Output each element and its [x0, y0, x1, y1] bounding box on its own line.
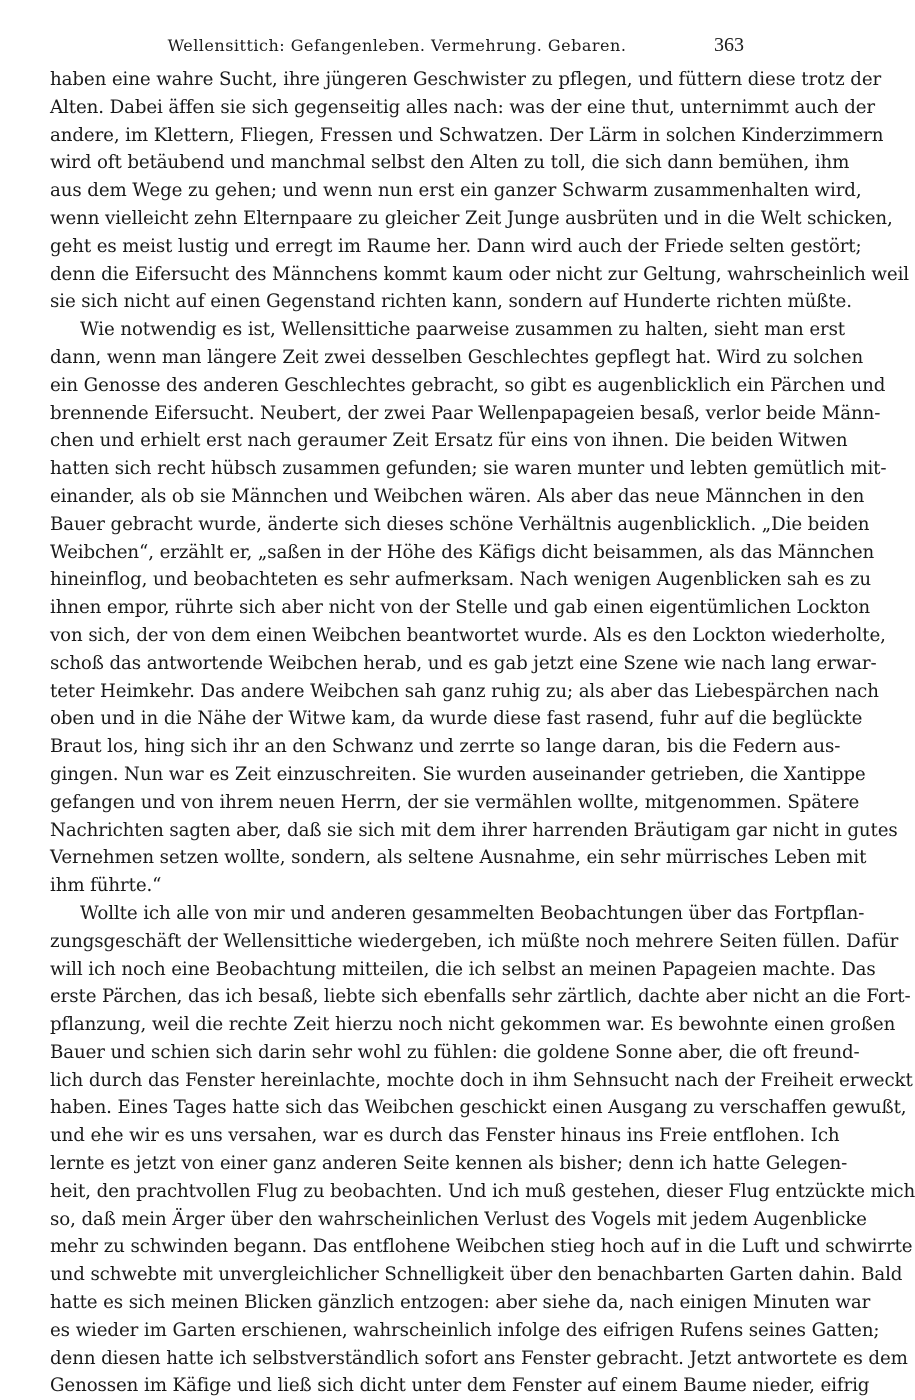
- text-line: gingen. Nun war es Zeit einzuschreiten. Sie wurden auseinander getrieben, die Xantippe: [50, 763, 866, 785]
- body-text: [50, 66, 915, 1400]
- text-line: erste Pärchen, das ich besaß, liebte sich ebenfalls sehr zärtlich, dachte aber nicht an die Fort-: [50, 986, 911, 1008]
- text-line: dann, wenn man längere Zeit zwei desselben Geschlechtes gepflegt hat. Wird zu solchen: [50, 346, 864, 368]
- text-line: Braut los, hing sich ihr an den Schwanz und zerrte so lange daran, bis die Federn aus-: [50, 736, 841, 758]
- text-line: aus dem Wege zu gehen; und wenn nun erst ein ganzer Schwarm zusammenhalten wird,: [50, 180, 862, 202]
- text-line: ihnen empor, rührte sich aber nicht von der Stelle und gab einen eigentümlichen Lockton: [50, 597, 870, 619]
- text-line: lich durch das Fenster hereinlachte, mochte doch in ihm Sehnsucht nach der Freiheit erweckt: [50, 1069, 913, 1091]
- text-line: Wollte ich alle von mir und anderen gesammelten Beobachtungen über das Fortpflan-: [80, 902, 865, 924]
- text-line: Wie notwendig es ist, Wellensittiche paarweise zusammen zu halten, sieht man erst: [80, 319, 846, 341]
- text-line: wenn vielleicht zehn Elternpaare zu gleicher Zeit Junge ausbrüten und in die Welt schicken,: [50, 207, 893, 229]
- running-header: [50, 36, 744, 66]
- text-line: haben eine wahre Sucht, ihre jüngeren Geschwister zu pflegen, und füttern diese trotz der: [50, 69, 882, 90]
- text-line: so, daß mein Ärger über den wahrscheinlichen Verlust des Vogels mit jedem Augenblicke: [50, 1208, 867, 1230]
- text-line: haben. Eines Tages hatte sich das Weibchen geschickt einen Ausgang zu verschaffen gewußt,: [50, 1097, 907, 1119]
- text-line: hineinflog, und beobachteten es sehr aufmerksam. Nach wenigen Augenblicken sah es zu: [50, 569, 871, 591]
- text-line: hatte es sich meinen Blicken gänzlich entzogen: aber siehe da, nach einigen Minuten war: [50, 1292, 871, 1314]
- text-line: und ehe wir es uns versahen, war es durch das Fenster hinaus ins Freie entflohen. Ich: [50, 1125, 840, 1147]
- text-line: Vernehmen setzen wollte, sondern, als seltene Ausnahme, ein sehr mürrisches Leben mit: [50, 847, 867, 869]
- text-line: Genossen im Käfige und ließ sich dicht unter dem Fenster auf einem Baume nieder, eifrig: [50, 1375, 870, 1397]
- text-line: mehr zu schwinden begann. Das entflohene Weibchen stieg hoch auf in die Luft und schwirrte: [50, 1236, 913, 1258]
- text-line: geht es meist lustig und erregt im Raume her. Dann wird auch der Friede selten gestört;: [50, 235, 862, 257]
- text-line: oben und in die Nähe der Witwe kam, da wurde diese fast rasend, fuhr auf die beglückte: [50, 708, 863, 730]
- text-line: ein Genosse des anderen Geschlechtes gebracht, so gibt es augenblicklich ein Pärchen und: [50, 374, 886, 396]
- text-line: sie sich nicht auf einen Gegenstand richten kann, sondern auf Hunderte richten müßte.: [50, 291, 852, 313]
- text-line: schoß das antwortende Weibchen herab, und es gab jetzt eine Szene wie nach lang erwar-: [50, 652, 877, 674]
- text-line: Bauer gebracht wurde, änderte sich dieses schöne Verhältnis augenblicklich. „Die beiden: [50, 513, 870, 535]
- text-line: Nachrichten sagten aber, daß sie sich mit dem ihrer harrenden Bräutigam gar nicht in gutes: [50, 819, 898, 841]
- text-line: zungsgeschäft der Wellensittiche wiedergeben, ich müßte noch mehrere Seiten füllen. Dafür: [50, 930, 899, 952]
- text-line: Alten. Dabei äffen sie sich gegenseitig alles nach: was der eine thut, unternimmt auch der: [50, 96, 876, 118]
- text-line: andere, im Klettern, Fliegen, Fressen und Schwatzen. Der Lärm in solchen Kinderzimmern: [50, 124, 884, 146]
- text-line: gefangen und von ihrem neuen Herrn, der sie vermählen wollte, mitgenommen. Spätere: [50, 791, 860, 813]
- text-line: lernte es jetzt von einer ganz anderen Seite kennen als bisher; denn ich hatte Gelegen-: [50, 1153, 848, 1175]
- page-number: 363: [714, 34, 744, 56]
- text-line: von sich, der von dem einen Weibchen beantwortet wurde. Als es den Lockton wiederholte,: [50, 624, 886, 646]
- text-line: chen und erhielt erst nach geraumer Zeit Ersatz für eins von ihnen. Die beiden Witwen: [50, 430, 848, 452]
- running-title: Wellensittich: Gefangenleben. Vermehrung. Gebaren.: [167, 36, 627, 55]
- text-line: Weibchen“, erzählt er, „saßen in der Höhe des Käfigs dicht beisammen, als das Männchen: [50, 541, 875, 563]
- text-line: pflanzung, weil die rechte Zeit hierzu noch nicht gekommen war. Es bewohnte einen großen: [50, 1014, 896, 1036]
- text-line: und schwebte mit unvergleichlicher Schnelligkeit über den benachbarten Garten dahin. Bald: [50, 1264, 903, 1286]
- text-line: einander, als ob sie Männchen und Weibchen wären. Als aber das neue Männchen in den: [50, 485, 865, 507]
- text-line: hatten sich recht hübsch zusammen gefunden; sie waren munter und lebten gemütlich mit-: [50, 458, 887, 480]
- text-line: es wieder im Garten erschienen, wahrscheinlich infolge des eifrigen Rufens seines Gatten;: [50, 1319, 880, 1341]
- text-line: brennende Eifersucht. Neubert, der zwei Paar Wellenpapageien besaß, verlor beide Männ-: [50, 402, 881, 424]
- text-line: ihm führte.“: [50, 875, 162, 897]
- text-line: heit, den prachtvollen Flug zu beobachten. Und ich muß gestehen, dieser Flug entzückte mich: [50, 1180, 915, 1202]
- text-line: denn die Eifersucht des Männchens kommt kaum oder nicht zur Geltung, wahrscheinlich weil: [50, 263, 909, 285]
- text-line: will ich noch eine Beobachtung mitteilen, die ich selbst an meinen Papageien machte. Das: [50, 958, 876, 980]
- text-line: teter Heimkehr. Das andere Weibchen sah ganz ruhig zu; als aber das Liebespärchen nach: [50, 680, 879, 702]
- text-line: wird oft betäubend und manchmal selbst den Alten zu toll, die sich dann bemühen, ihm: [50, 152, 850, 174]
- text-line: denn diesen hatte ich selbstverständlich sofort ans Fenster gebracht. Jetzt antwortete es dem: [50, 1347, 908, 1369]
- text-line: Bauer und schien sich darin sehr wohl zu fühlen: die goldene Sonne aber, die oft freund-: [50, 1041, 860, 1063]
